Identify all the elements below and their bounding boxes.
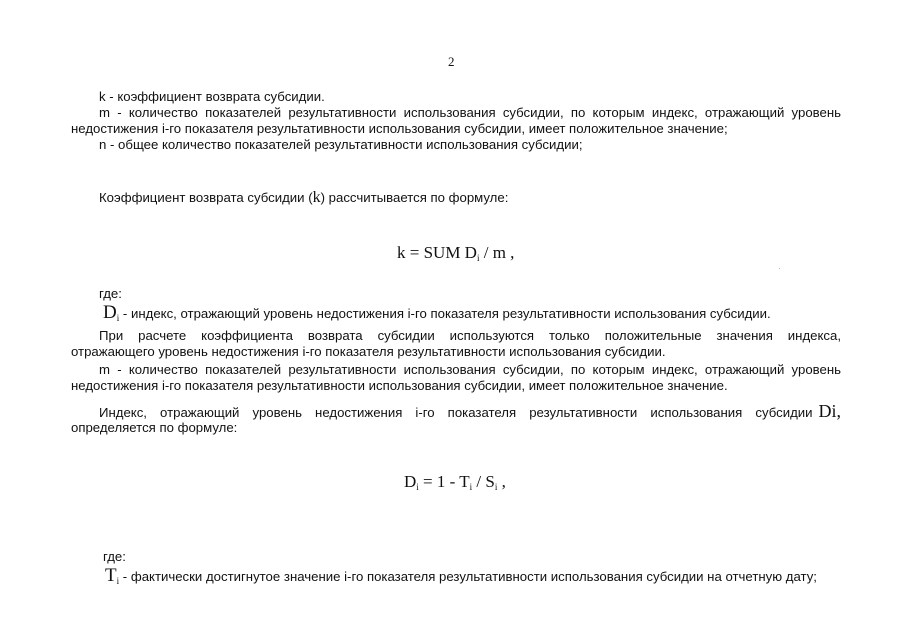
index-intro-line1: [99, 401, 841, 422]
formula-k: [397, 243, 514, 263]
formula-d-slash: / S: [472, 472, 495, 491]
D-definition-text: - индекс, отражающий уровень недостижения i-го показателя результативности использования субсидии.: [119, 306, 771, 321]
formula-k-sub: i: [476, 253, 480, 263]
index-intro-line2: определяется по формуле:: [71, 420, 238, 435]
T-symbol: [105, 565, 119, 586]
where-label-2: где:: [103, 549, 126, 564]
D-symbol: [103, 302, 119, 323]
T-letter: T: [105, 565, 117, 586]
k-formula-intro: [99, 190, 508, 206]
k-intro-before: Коэффициент возврата субсидии (: [99, 190, 313, 205]
formula-d-mid: = 1 - T: [418, 472, 470, 491]
T-definition-text: - фактически достигнутое значение i-го показателя результативности использования субсидии на отчетную дату;: [119, 569, 817, 584]
index-intro-symbol: Di,: [818, 401, 841, 421]
formula-d: [404, 472, 506, 492]
scan-speck: [779, 268, 780, 269]
formula-d-end: ,: [497, 472, 506, 491]
where-label-1: где:: [99, 286, 122, 301]
T-definition: [105, 566, 817, 591]
D-letter: D: [103, 302, 117, 323]
D-sub: i: [116, 313, 120, 323]
k-intro-after: ) рассчитывается по формуле:: [320, 190, 509, 205]
formula-d-letter: D: [404, 472, 417, 491]
m-definition-line2: недостижения i-го показателя результативности использования субсидии, имеет положительное значение;: [71, 121, 728, 136]
formula-t-sub: i: [469, 482, 473, 492]
page-number: 2: [448, 54, 455, 69]
formula-k-right: / m ,: [479, 243, 515, 262]
m-definition2-line1: m - количество показателей результативности использования субсидии, по которым индекс, отражающий уровень: [99, 362, 841, 377]
formula-s-sub: i: [494, 482, 498, 492]
formula-k-left: k = SUM D: [397, 243, 477, 262]
k-definition: k - коэффициент возврата субсидии.: [99, 89, 325, 104]
positive-note-line1: При расчете коэффициента возврата субсидии используются только положительные значения индекса,: [99, 328, 841, 343]
k-intro-symbol: k: [312, 189, 321, 206]
n-definition: n - общее количество показателей результативности использования субсидии;: [99, 137, 583, 152]
T-sub: i: [116, 576, 120, 586]
m-definition-line1: m - количество показателей результативности использования субсидии, по которым индекс, отражающий уровень: [99, 105, 841, 120]
formula-d-sub: i: [416, 482, 419, 492]
D-definition: [103, 303, 771, 328]
index-intro-text: Индекс, отражающий уровень недостижения i-го показателя результативности использования субсидии: [99, 405, 813, 420]
positive-note-line2: отражающего уровень недостижения i-го показателя результативности использования субсидии.: [71, 344, 666, 359]
m-definition2-line2: недостижения i-го показателя результативности использования субсидии, имеет положительное значение.: [71, 378, 728, 393]
